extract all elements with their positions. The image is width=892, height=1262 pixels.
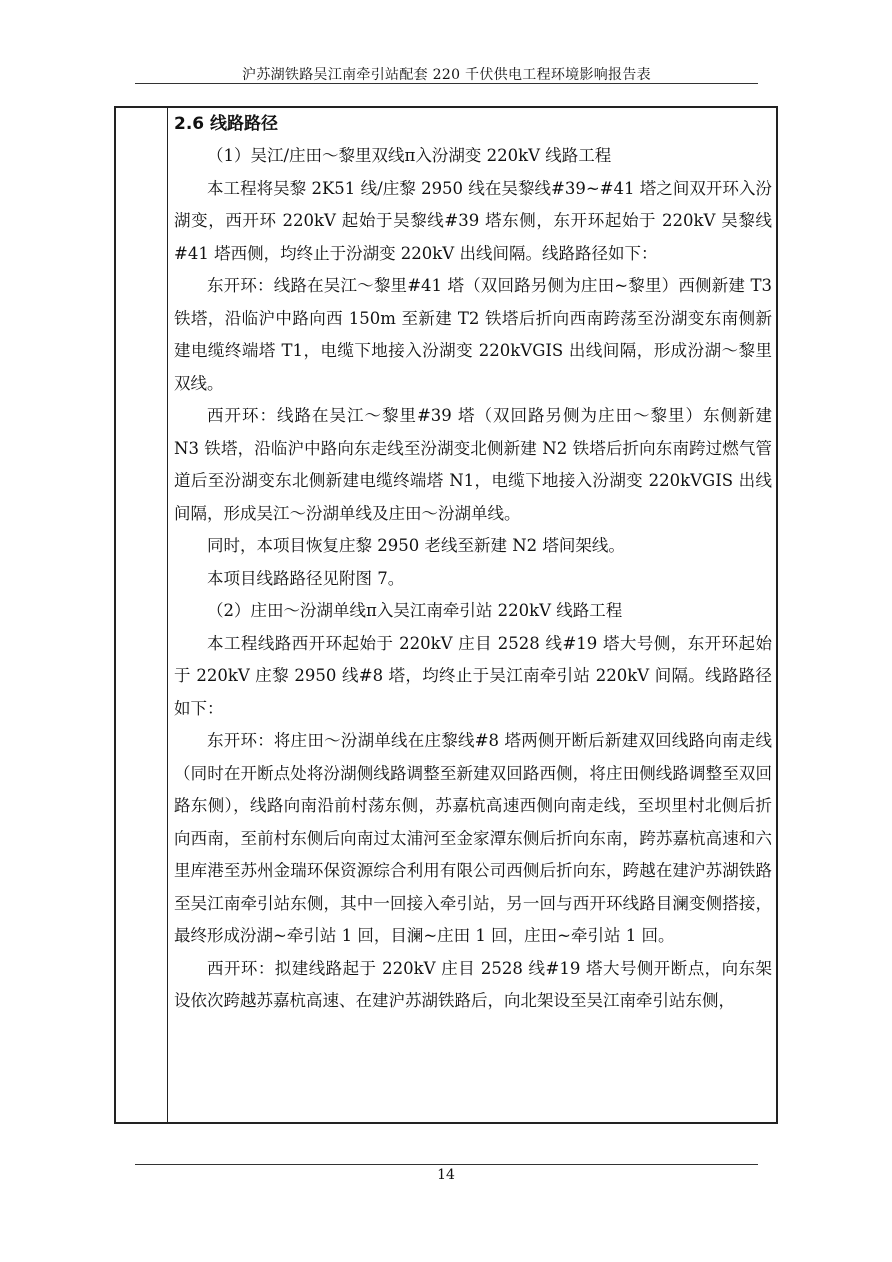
paragraph-east-loop-2: 东开环：将庄田～汾湖单线在庄黎线#8 塔两侧开断后新建双回线路向南走线（同时在开断点处将汾湖侧线路调整至新建双回路西侧，将庄田侧线路调整至双回路东侧），线路向南沿前村荡东侧，苏嘉杭高速西侧向南走线，至坝里村北侧后折向西南，至前村东侧后向南过太浦河至金家潭东侧后折向东南，跨苏嘉杭高速和六里库港至苏州金瑞环保资源综合利用有限公司西侧后折向东，跨越在建沪苏湖铁路至吴江南牵引站东侧，其中一回接入牵引站，另一回与西开环线路目澜变侧搭接，最终形成汾湖~牵引站 1 回，目澜~庄田 1 回，庄田~牵引站 1 回。 xyxy=(174,731,772,945)
paragraph-project-overview-2: 本工程线路西开环起始于 220kV 庄目 2528 线#19 塔大号侧，东开环起始于 220kV 庄黎 2950 线#8 塔，均终止于吴江南牵引站 220kV 间隔。线路路径如下： xyxy=(174,633,772,718)
paragraph-west-loop-1: 西开环：线路在吴江～黎里#39 塔（双回路另侧为庄田～黎里）东侧新建 N3 铁塔，沿临沪中路向东走线至汾湖变北侧新建 N2 铁塔后折向东南跨过燃气管道后至汾湖变东北侧新建电缆终端塔 N1，电缆下地接入汾湖变 220kVGIS 出线间隔，形成吴江～汾湖单线及庄田～汾湖单线。 xyxy=(174,406,772,523)
paragraph-west-loop-2: 西开环：拟建线路起于 220kV 庄目 2528 线#19 塔大号侧开断点，向东架设依次跨越苏嘉杭高速、在建沪苏湖铁路后，向北架设至吴江南牵引站东侧， xyxy=(174,958,772,1010)
paragraph-figure-ref: 本项目线路路径见附图 7。 xyxy=(207,568,405,588)
table-label-column xyxy=(116,108,168,1122)
paragraph-east-loop-1: 东开环：线路在吴江～黎里#41 塔（双回路另侧为庄田~黎里）西侧新建 T3 铁塔，沿临沪中路向西 150m 至新建 T2 铁塔后折向西南跨荡至汾湖变东南侧新建电缆终端塔 T1，电缆下地接入汾湖变 220kVGIS 出线间隔，形成汾湖～黎里双线。 xyxy=(174,276,772,393)
subsection-title-1: （1）吴江/庄田～黎里双线π入汾湖变 220kV 线路工程 xyxy=(207,146,612,165)
report-table-frame xyxy=(114,106,778,1124)
table-content-cell xyxy=(174,108,772,1018)
subsection-title-2: （2）庄田～汾湖单线π入吴江南牵引站 220kV 线路工程 xyxy=(207,601,623,620)
page-number: 14 xyxy=(437,1167,455,1183)
header-divider xyxy=(135,83,758,84)
paragraph-restore-line: 同时，本项目恢复庄黎 2950 老线至新建 N2 塔间架线。 xyxy=(207,536,625,555)
section-heading: 2.6 线路路径 xyxy=(174,114,279,134)
page-header-title: 沪苏湖铁路吴江南牵引站配套 220 千伏供电工程环境影响报告表 xyxy=(242,67,651,83)
footer-divider xyxy=(135,1164,758,1165)
paragraph-project-overview-1: 本工程将吴黎 2K51 线/庄黎 2950 线在吴黎线#39~#41 塔之间双开环入汾湖变，西开环 220kV 起始于吴黎线#39 塔东侧，东开环起始于 220kV 吴黎线#41 塔西侧，均终止于汾湖变 220kV 出线间隔。线路路径如下： xyxy=(174,178,772,263)
